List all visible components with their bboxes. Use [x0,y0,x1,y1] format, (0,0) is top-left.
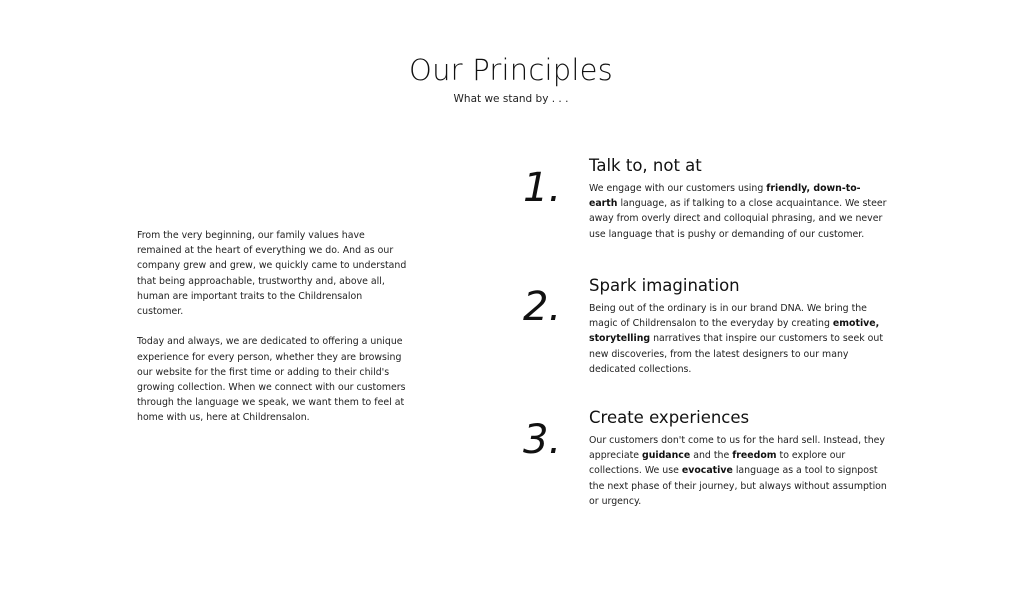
page-title: Our Principles [409,53,613,87]
principle-1-body: We engage with our customers using friendly, down-to-earth language, as if talking to a close acquaintance. We steer away from overly direct and colloquial phrasing, and we never use language that is pushy or demanding of our customer. [589,183,887,240]
intro-paragraph-2: Today and always, we are dedicated to offering a unique experience for every person, whether they are browsing our website for the first time or adding to their child's growing collection. When we connect with our customers through the language we speak, we want them to feel at home with us, here at Childrensalon. [137,336,406,424]
principle-3-number: 3. [523,417,562,463]
principle-2-number: 2. [523,284,562,330]
principle-1-heading: Talk to, not at [589,156,702,175]
emphasis-text: evocative [681,465,733,477]
emphasis-text: freedom [732,450,777,462]
intro-paragraph-1: From the very beginning, our family values have remained at the heart of everything we do. And as our company grew and grew, we quickly came to understand that being approachable, trustworthy and, above all, human are important traits to the Childrensalon customer. [137,230,407,318]
principle-3-heading: Create experiences [589,408,750,427]
page-subtitle: What we stand by . . . [453,93,569,105]
emphasis-text: emotive, storytelling [589,318,880,345]
emphasis-text: friendly, down-to-earth [589,183,861,210]
principle-2-heading: Spark imagination [589,276,740,295]
principle-3-body: Our customers don't come to us for the hard sell. Instead, they appreciate guidance and the freedom to explore our collections. We use evocative language as a tool to signpost the next phase of their journey, but always without assumption or urgency. [589,435,887,507]
emphasis-text: guidance [642,450,691,462]
principle-2-body: Being out of the ordinary is in our brand DNA. We bring the magic of Childrensalon to the everyday by creating emotive, storytelling narratives that inspire our customers to seek out new discoveries, from the latest designers to our many dedicated collections. [589,303,884,375]
intro-text [137,228,407,441]
principle-1-number: 1. [523,165,562,211]
